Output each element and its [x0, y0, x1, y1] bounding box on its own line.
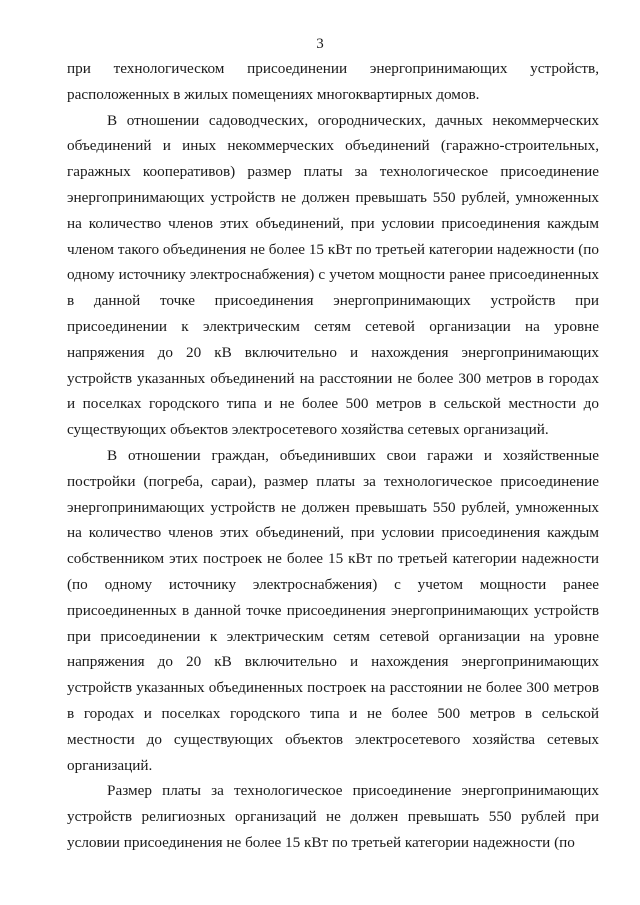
document-body	[67, 56, 599, 856]
paragraph-2: В отношении садоводческих, огороднических, дачных некоммерческих объединений и иных некоммерческих объединений (гаражно-строительных, гаражных кооперативов) размер платы за технологическое присоединение энергопринимающих устройств не должен превышать 550 рублей, умноженных на количество членов этих объединений, при условии присоединения каждым членом такого объединения не более 15 кВт по третьей категории надежности (по одному источнику электроснабжения) с учетом мощности ранее присоединенных в данной точке присоединения энергопринимающих устройств при присоединении к электрическим сетям сетевой организации на уровне напряжения до 20 кВ включительно и нахождения энергопринимающих устройств указанных объединений на расстоянии не более 300 метров в городах и поселках городского типа и не более 500 метров в сельской местности до существующих объектов электросетевого хозяйства сетевых организаций.	[67, 111, 599, 439]
paragraph-4: Размер платы за технологическое присоединение энергопринимающих устройств религиозных организаций не должен превышать 550 рублей при условии присоединения не более 15 кВт по третьей категории надежности (по	[67, 782, 599, 851]
paragraph-3: В отношении граждан, объединивших свои гаражи и хозяйственные постройки (погреба, сараи), размер платы за технологическое присоединение энергопринимающих устройств не должен превышать 550 рублей, умноженных на количество членов этих объединений, при условии присоединения каждым собственником этих построек не более 15 кВт по третьей категории надежности (по одному источнику электроснабжения) с учетом мощности ранее присоединенных в данной точке присоединения энергопринимающих устройств при присоединении к электрическим сетям сетевой организации на уровне напряжения до 20 кВ включительно и нахождения энергопринимающих устройств указанных объединенных построек на расстоянии не более 300 метров в городах и поселках городского типа и не более 500 метров в сельской местности до существующих объектов электросетевого хозяйства сетевых организаций.	[67, 446, 599, 774]
paragraph-1: при технологическом присоединении энергопринимающих устройств, расположенных в жилых помещениях многоквартирных домов.	[67, 60, 599, 103]
page-number: 3	[316, 36, 324, 52]
